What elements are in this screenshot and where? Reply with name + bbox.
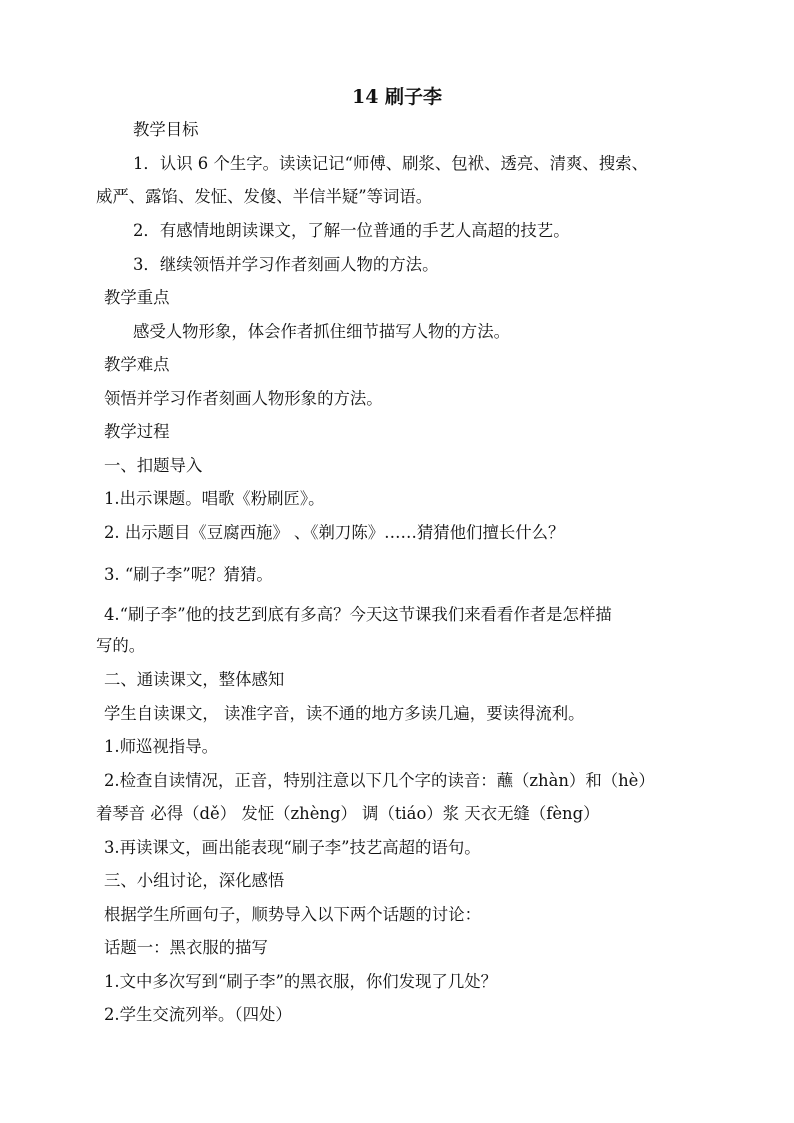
topic-1-step-2: 2.学生交流列举。（四处） xyxy=(104,1005,292,1024)
section-2-step-2-line-2: 着琴音 必得（dě） 发怔（zhèng） 调（tiáo）浆 天衣无缝（fèng） xyxy=(96,804,600,823)
section-2-step-2-line-1: 2.检查自读情况，正音，特别注意以下几个字的读音：蘸（zhàn）和（hè） xyxy=(104,771,655,790)
topic-1-step-1: 1.文中多次写到“刷子李”的黑衣服，你们发现了几处？ xyxy=(104,972,497,991)
objective-3: 3．继续领悟并学习作者刻画人物的方法。 xyxy=(133,255,439,274)
section-2-heading: 二、通读课文，整体感知 xyxy=(104,670,285,689)
section-3-heading: 三、小组讨论，深化感悟 xyxy=(104,871,285,890)
heading-teaching-difficulty: 教学难点 xyxy=(104,355,170,374)
heading-teaching-focus: 教学重点 xyxy=(104,288,170,307)
section-1-heading: 一、扣题导入 xyxy=(104,456,203,475)
teaching-difficulty-text: 领悟并学习作者刻画人物形象的方法。 xyxy=(104,389,383,408)
heading-teaching-objectives: 教学目标 xyxy=(133,120,199,139)
section-2-step-1: 1.师巡视指导。 xyxy=(104,737,218,756)
section-1-step-4-line-2: 写的。 xyxy=(96,636,146,655)
teaching-focus-text: 感受人物形象，体会作者抓住细节描写人物的方法。 xyxy=(133,322,510,341)
section-1-step-4-line-1: 4.“刷子李”他的技艺到底有多高？今天这节课我们来看看作者是怎样描 xyxy=(104,605,612,624)
objective-1-line-2: 威严、露馅、发怔、发傻、半信半疑”等词语。 xyxy=(96,187,433,206)
objective-1-line-1: 1．认识 6 个生字。读读记记“师傅、刷浆、包袱、透亮、清爽、搜索、 xyxy=(133,154,648,173)
section-1-step-3: 3. “刷子李”呢？猜猜。 xyxy=(104,565,273,584)
document-title: 14 刷子李 xyxy=(351,86,443,108)
objective-2: 2．有感情地朗读课文，了解一位普通的手艺人高超的技艺。 xyxy=(133,221,570,240)
section-2-intro: 学生自读课文， 读准字音，读不通的地方多读几遍，要读得流利。 xyxy=(104,704,585,723)
section-2-step-3: 3.再读课文，画出能表现“刷子李”技艺高超的语句。 xyxy=(104,838,481,857)
heading-teaching-process: 教学过程 xyxy=(104,422,170,441)
section-1-step-2: 2. 出示题目《豆腐西施》 、《剃刀陈》……猜猜他们擅长什么？ xyxy=(104,523,565,542)
section-3-intro: 根据学生所画句子，顺势导入以下两个话题的讨论： xyxy=(104,905,481,924)
section-1-step-1: 1.出示课题。唱歌《粉刷匠》。 xyxy=(104,489,325,508)
topic-1-heading: 话题一：黑衣服的描写 xyxy=(104,938,268,957)
